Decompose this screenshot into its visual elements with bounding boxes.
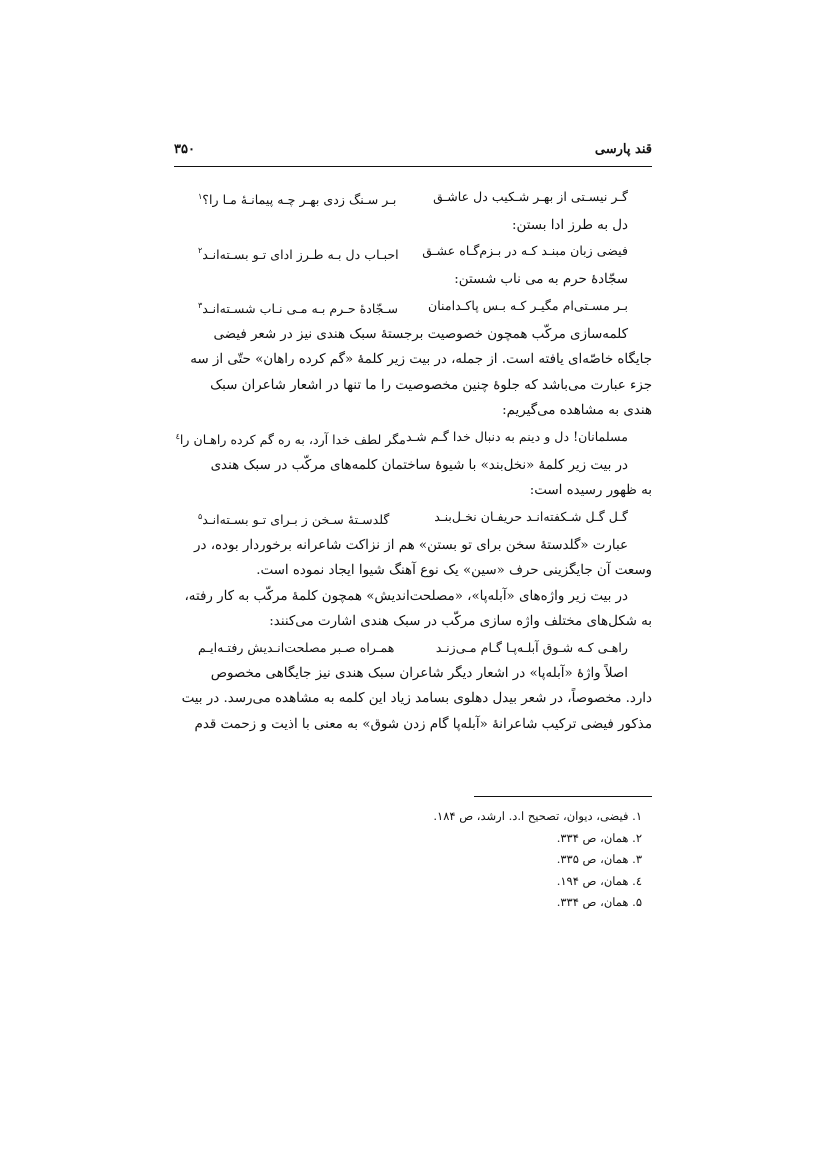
verse-line bbox=[174, 293, 652, 322]
hemistich-right: فیضی زبان مبنـد کـه در بـزم‌گـاه عشـق bbox=[422, 243, 628, 259]
footnote-marker: ۵ bbox=[198, 511, 203, 521]
hemistich-right: گـل گـل شـکفته‌انـد حریفـان نخـل‌بنـد bbox=[434, 508, 628, 524]
verse-intro: دل به طرز ادا بستن: bbox=[512, 217, 628, 233]
verse-line bbox=[174, 504, 652, 533]
text-line: مذکور فیضی ترکیب شاعرانهٔ «آبله‌پا گام زدن شوق» به معنی با اذیت و زحمت قدم bbox=[194, 716, 652, 732]
footnote-item: ۱. فیضی، دیوان، تصحیح ا.د. ارشد، ص ۱۸۴. bbox=[433, 809, 642, 823]
text-line: جزء عبارت می‌باشد که جلوهٔ چنین مخصوصیت را ما تنها در اشعار شاعران سبک bbox=[210, 377, 652, 393]
hemistich-text: سـجّادهٔ حـرم بـه مـی نـاب شسـته‌انـد bbox=[202, 300, 399, 316]
footnote-rule bbox=[474, 796, 652, 797]
footnote-item: ۵. همان، ص ۳۳۴. bbox=[556, 895, 642, 909]
hemistich-right: راهـی کـه شـوق آبلـه‌پـا گـام مـی‌زنـد bbox=[435, 640, 628, 656]
text-line: در بیت زیر کلمهٔ «نخل‌بند» با شیوهٔ ساختمان کلمه‌های مرکّب در سبک هندی bbox=[210, 457, 628, 473]
body-text bbox=[174, 184, 652, 737]
text-line: جایگاه خاصّه‌ای یافته است. از جمله، در بیت زیر کلمهٔ «گم کرده راهان» حتّی از سه bbox=[190, 352, 652, 368]
hemistich-left bbox=[198, 184, 396, 213]
header-rule bbox=[174, 166, 652, 167]
footnote-item: ۳. همان، ص ۳۳۵. bbox=[556, 852, 642, 866]
verse-line bbox=[174, 424, 652, 453]
paragraph bbox=[174, 453, 652, 504]
verse-line bbox=[174, 635, 652, 661]
footnote-marker: ٤ bbox=[175, 431, 180, 441]
text-line: به ظهور رسیده است: bbox=[529, 483, 652, 499]
verse-line bbox=[174, 238, 652, 267]
verse-line bbox=[174, 184, 652, 213]
text-line: به شکل‌های مختلف واژه سازی مرکّب در سبک هندی اشارت می‌کنند: bbox=[269, 614, 652, 630]
hemistich-text: بـر سـنگ زدی بهـر چـه پیمانـهٔ مـا را؟ bbox=[202, 192, 397, 208]
paragraph bbox=[174, 322, 652, 424]
footnotes bbox=[174, 806, 652, 914]
footnote-item: ۲. همان، ص ۳۳۴. bbox=[556, 830, 642, 845]
text-line: وسعت آن جایگزینی حرف «سین» یک نوع آهنگ شیوا ایجاد نموده است. bbox=[256, 563, 652, 579]
footnote-item: ٤. همان، ص ۱۹۴. bbox=[556, 873, 642, 888]
hemistich-right: گـر نیسـتی از بهـر شـکیب دل عاشـق bbox=[433, 189, 628, 204]
paragraph bbox=[174, 584, 652, 635]
hemistich-text: مگر لطف خدا آرد، به ره گم کرده راهـان را bbox=[179, 432, 406, 448]
text-line: در بیت زیر واژه‌های «آبله‌پا»، «مصلحت‌اندیش» همچون کلمهٔ مرکّب به کار رفته، bbox=[184, 588, 628, 604]
running-header bbox=[174, 142, 652, 162]
footnote-marker: ۲ bbox=[198, 246, 203, 256]
text-line: دارد. مخصوصاً، در شعر بیدل دهلوی بسامد زیاد این کلمه به مشاهده می‌رسد. در بیت bbox=[181, 691, 652, 707]
text-line: عبارت «گلدستهٔ سخن برای تو بستن» هم از نزاکت شاعرانه برخوردار بوده، در bbox=[194, 537, 628, 553]
text-line: اصلاً واژهٔ «آبله‌پا» در اشعار دیگر شاعران سبک هندی نیز جایگاهی مخصوص bbox=[210, 665, 628, 681]
hemistich-text: احبـاب دل بـه طـرز ادای تـو بسـته‌انـد bbox=[202, 246, 399, 262]
footnote-marker: ۳ bbox=[198, 300, 203, 310]
verse-intro: سجّادهٔ حرم به می ناب شستن: bbox=[454, 272, 628, 288]
hemistich-left bbox=[198, 293, 398, 322]
hemistich-left bbox=[176, 424, 406, 453]
paragraph bbox=[174, 661, 652, 738]
text-line: هندی به مشاهده می‌گیریم: bbox=[502, 403, 652, 419]
hemistich-right: مسلمانان! دل و دینم به دنبال خدا گـم شـد bbox=[405, 428, 628, 444]
hemistich-text: گلدسـتهٔ سـخن ز بـرای تـو بسـته‌انـد bbox=[202, 512, 390, 528]
text-line: کلمه‌سازی مرکّب همچون خصوصیت برجستهٔ سبک هندی نیز در شعر فیضی bbox=[213, 326, 628, 342]
hemistich-right: بـر مسـتی‌ام مگیـر کـه بـس پاکـدامنان bbox=[427, 297, 628, 313]
hemistich-left bbox=[198, 504, 389, 533]
page-number: ۳۵۰ bbox=[174, 142, 195, 157]
journal-title: قند پارسی bbox=[594, 142, 652, 157]
footnote-marker: ۱ bbox=[198, 192, 203, 201]
hemistich-left: همـراه صـبر مصلحت‌انـدیش رفتـه‌ایـم bbox=[198, 640, 395, 656]
paragraph bbox=[174, 533, 652, 584]
hemistich-left bbox=[198, 238, 399, 267]
